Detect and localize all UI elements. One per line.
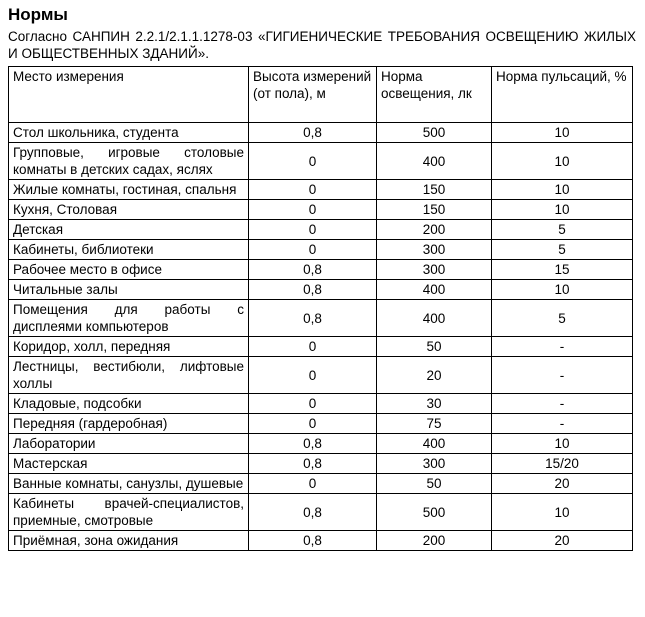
cell-pulsation: 10 — [492, 280, 633, 300]
cell-pulsation: 20 — [492, 474, 633, 494]
table-row — [9, 434, 633, 454]
cell-height: 0 — [249, 200, 377, 220]
cell-illumination: 75 — [377, 414, 492, 434]
cell-illumination: 400 — [377, 434, 492, 454]
cell-pulsation: 5 — [492, 220, 633, 240]
cell-height: 0,8 — [249, 494, 377, 531]
header-illumination: Норма освещения, лк — [377, 67, 492, 123]
cell-place: Мастерская — [9, 454, 249, 474]
norms-table — [8, 66, 633, 551]
cell-illumination: 20 — [377, 357, 492, 394]
cell-height: 0,8 — [249, 300, 377, 337]
document-page — [8, 4, 636, 551]
table-row — [9, 394, 633, 414]
cell-illumination: 300 — [377, 240, 492, 260]
cell-pulsation: 10 — [492, 143, 633, 180]
table-row — [9, 143, 633, 180]
cell-height: 0,8 — [249, 123, 377, 143]
cell-illumination: 50 — [377, 337, 492, 357]
cell-height: 0 — [249, 357, 377, 394]
cell-place: Жилые комнаты, гостиная, спальня — [9, 180, 249, 200]
cell-illumination: 500 — [377, 494, 492, 531]
cell-height: 0 — [249, 180, 377, 200]
table-row — [9, 220, 633, 240]
cell-illumination: 30 — [377, 394, 492, 414]
cell-height: 0,8 — [249, 531, 377, 551]
cell-place: Кладовые, подсобки — [9, 394, 249, 414]
cell-pulsation: 5 — [492, 300, 633, 337]
cell-pulsation: 15/20 — [492, 454, 633, 474]
cell-height: 0 — [249, 143, 377, 180]
table-row — [9, 531, 633, 551]
cell-pulsation: 10 — [492, 123, 633, 143]
cell-illumination: 200 — [377, 531, 492, 551]
cell-height: 0,8 — [249, 454, 377, 474]
cell-place: Рабочее место в офисе — [9, 260, 249, 280]
cell-height: 0,8 — [249, 280, 377, 300]
cell-pulsation: 10 — [492, 434, 633, 454]
cell-place: Стол школьника, студента — [9, 123, 249, 143]
cell-place: Ванные комнаты, санузлы, душевые — [9, 474, 249, 494]
cell-illumination: 300 — [377, 260, 492, 280]
cell-pulsation: 10 — [492, 200, 633, 220]
cell-place: Читальные залы — [9, 280, 249, 300]
table-body — [9, 123, 633, 551]
table-row — [9, 357, 633, 394]
table-row — [9, 260, 633, 280]
cell-place: Помещения для работы с дисплеями компьютеров — [9, 300, 249, 337]
cell-illumination: 50 — [377, 474, 492, 494]
cell-place: Детская — [9, 220, 249, 240]
table-header-row — [9, 67, 633, 123]
table-row — [9, 180, 633, 200]
table-row — [9, 414, 633, 434]
cell-place: Приёмная, зона ожидания — [9, 531, 249, 551]
table-row — [9, 280, 633, 300]
cell-pulsation: - — [492, 394, 633, 414]
cell-height: 0,8 — [249, 434, 377, 454]
cell-illumination: 300 — [377, 454, 492, 474]
cell-pulsation: 5 — [492, 240, 633, 260]
table-row — [9, 300, 633, 337]
cell-height: 0 — [249, 220, 377, 240]
table-row — [9, 474, 633, 494]
cell-place: Лаборатории — [9, 434, 249, 454]
cell-illumination: 400 — [377, 300, 492, 337]
table-row — [9, 494, 633, 531]
cell-pulsation: - — [492, 414, 633, 434]
cell-place: Передняя (гардеробная) — [9, 414, 249, 434]
cell-place: Кабинеты врачей-специалистов, приемные, смотровые — [9, 494, 249, 531]
table-row — [9, 123, 633, 143]
cell-pulsation: - — [492, 337, 633, 357]
header-place: Место измерения — [9, 67, 249, 123]
cell-illumination: 150 — [377, 180, 492, 200]
cell-height: 0 — [249, 394, 377, 414]
cell-pulsation: - — [492, 357, 633, 394]
cell-place: Лестницы, вестибюли, лифтовые холлы — [9, 357, 249, 394]
cell-illumination: 150 — [377, 200, 492, 220]
cell-illumination: 400 — [377, 143, 492, 180]
cell-place: Коридор, холл, передняя — [9, 337, 249, 357]
document-title: Нормы — [8, 5, 68, 24]
cell-place: Групповые, игровые столовые комнаты в детских садах, яслях — [9, 143, 249, 180]
cell-height: 0 — [249, 240, 377, 260]
cell-place: Кабинеты, библиотеки — [9, 240, 249, 260]
cell-illumination: 200 — [377, 220, 492, 240]
cell-pulsation: 10 — [492, 180, 633, 200]
cell-place: Кухня, Столовая — [9, 200, 249, 220]
document-intro: Согласно САНПИН 2.2.1/2.1.1.1278-03 «ГИГИЕНИЧЕСКИЕ ТРЕБОВАНИЯ ОСВЕЩЕНИЮ ЖИЛЫХ И ОБЩЕСТВЕННЫХ ЗДАНИЙ». — [8, 29, 636, 61]
table-row — [9, 454, 633, 474]
header-pulsation: Норма пульсаций, % — [492, 67, 633, 123]
table-row — [9, 240, 633, 260]
cell-pulsation: 15 — [492, 260, 633, 280]
table-row — [9, 337, 633, 357]
header-height: Высота измерений (от пола), м — [249, 67, 377, 123]
cell-illumination: 400 — [377, 280, 492, 300]
table-row — [9, 200, 633, 220]
cell-height: 0 — [249, 414, 377, 434]
cell-height: 0 — [249, 337, 377, 357]
cell-illumination: 500 — [377, 123, 492, 143]
cell-pulsation: 20 — [492, 531, 633, 551]
cell-pulsation: 10 — [492, 494, 633, 531]
cell-height: 0 — [249, 474, 377, 494]
cell-height: 0,8 — [249, 260, 377, 280]
